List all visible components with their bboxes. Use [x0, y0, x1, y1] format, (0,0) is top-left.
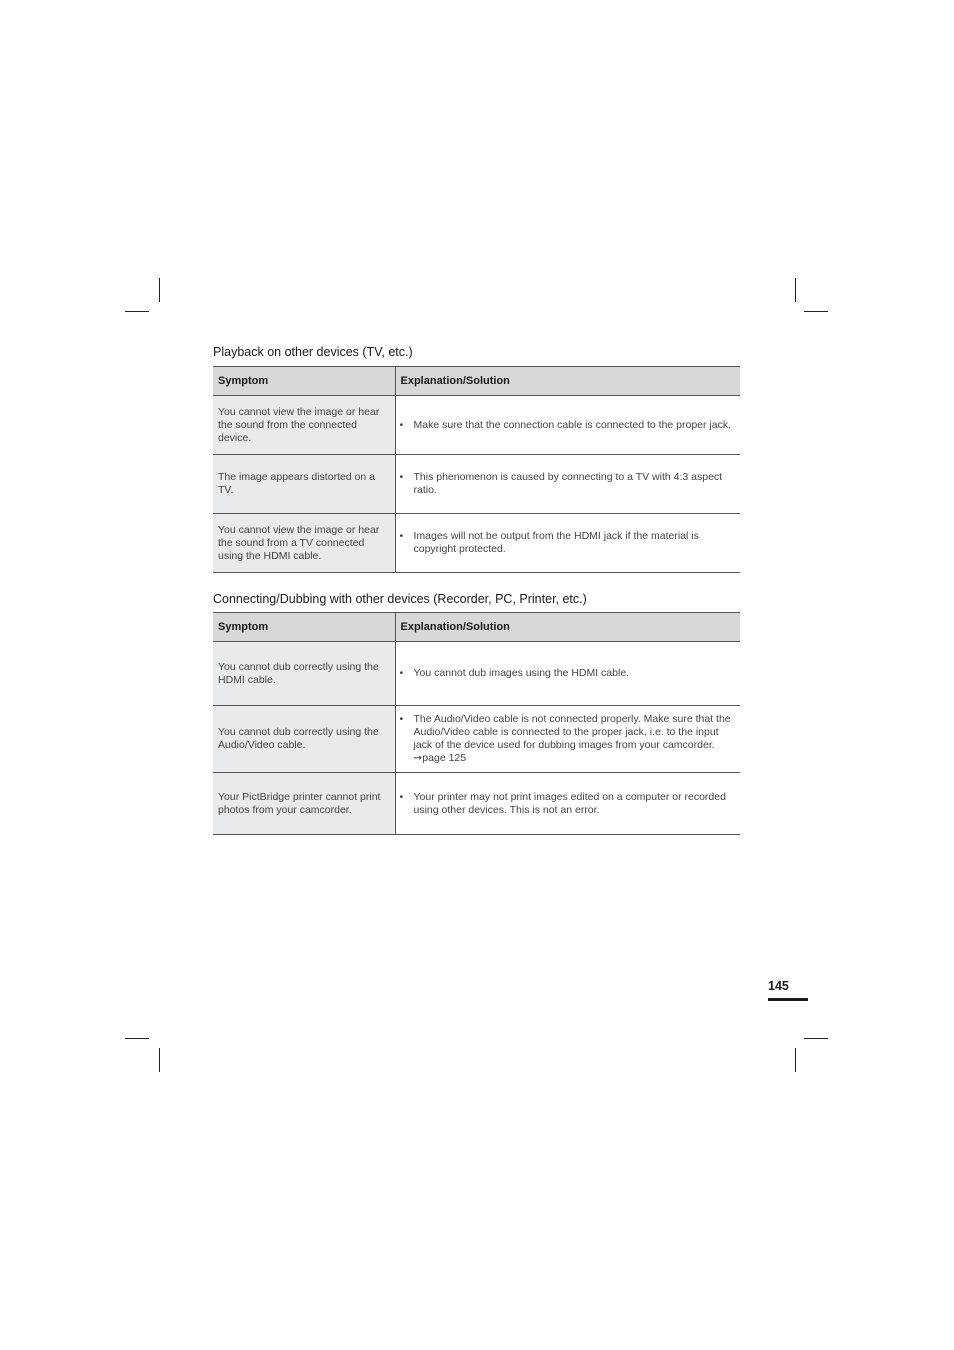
solution-text: You cannot dub images using the HDMI cable.: [413, 667, 630, 679]
crop-mark: [804, 1038, 828, 1039]
troubleshooting-table: [213, 366, 740, 573]
table-row: [213, 773, 740, 835]
solution-cell: [395, 514, 740, 573]
solution-text: This phenomenon is caused by connecting to a TV with 4:3 aspect ratio.: [413, 471, 723, 496]
solution-cell: [395, 706, 740, 773]
table-row: [213, 706, 740, 773]
table-row: [213, 514, 740, 573]
bullet: •: [399, 667, 404, 679]
symptom-cell: You cannot view the image or hear the sound from the connected device.: [213, 396, 395, 455]
bullet: •: [399, 790, 404, 803]
solution-text: Your printer may not print images edited on a computer or recorded using other devices. This is not an error.: [413, 790, 726, 816]
column-header-symptom: Symptom: [213, 367, 395, 396]
page-number: 145: [768, 979, 789, 993]
crop-mark: [159, 278, 160, 302]
solution-text: Make sure that the connection cable is connected to the proper jack.: [413, 418, 732, 431]
column-header-symptom: Symptom: [213, 613, 395, 642]
crop-mark: [795, 1048, 796, 1072]
crop-mark: [125, 311, 149, 312]
symptom-cell: You cannot dub correctly using the Audio/Video cable.: [213, 706, 395, 773]
solution-text: The Audio/Video cable is not connected properly. Make sure that the Audio/Video cable is connected to the proper jack, i.e. to the input jack of the device used for dubbing images from your camcorder. ➙page 125: [413, 713, 731, 764]
solution-cell: [395, 642, 740, 706]
crop-mark: [804, 311, 828, 312]
section-title: Connecting/Dubbing with other devices (Recorder, PC, Printer, etc.): [213, 592, 587, 606]
crop-mark: [159, 1048, 160, 1072]
symptom-cell: You cannot view the image or hear the sound from a TV connected using the HDMI cable.: [213, 514, 395, 573]
solution-cell: [395, 396, 740, 455]
crop-mark: [125, 1038, 149, 1039]
troubleshooting-table: [213, 612, 740, 835]
table-header-row: [213, 367, 740, 396]
solution-text: Images will not be output from the HDMI jack if the material is copyright protected.: [413, 530, 699, 555]
table-row: [213, 642, 740, 706]
table-row: [213, 455, 740, 514]
bullet: •: [399, 418, 404, 431]
symptom-cell: Your PictBridge printer cannot print photos from your camcorder.: [213, 773, 395, 835]
bullet: •: [399, 471, 404, 483]
solution-cell: [395, 455, 740, 514]
page-number-bar: [768, 998, 808, 1001]
section-title: Playback on other devices (TV, etc.): [213, 345, 413, 359]
column-header-solution: Explanation/Solution: [395, 367, 740, 396]
symptom-cell: You cannot dub correctly using the HDMI cable.: [213, 642, 395, 706]
bullet: •: [399, 530, 404, 542]
solution-cell: [395, 773, 740, 835]
crop-mark: [795, 278, 796, 302]
symptom-cell: The image appears distorted on a TV.: [213, 455, 395, 514]
bullet: •: [399, 713, 404, 725]
column-header-solution: Explanation/Solution: [395, 613, 740, 642]
table-row: [213, 396, 740, 455]
table-header-row: [213, 613, 740, 642]
